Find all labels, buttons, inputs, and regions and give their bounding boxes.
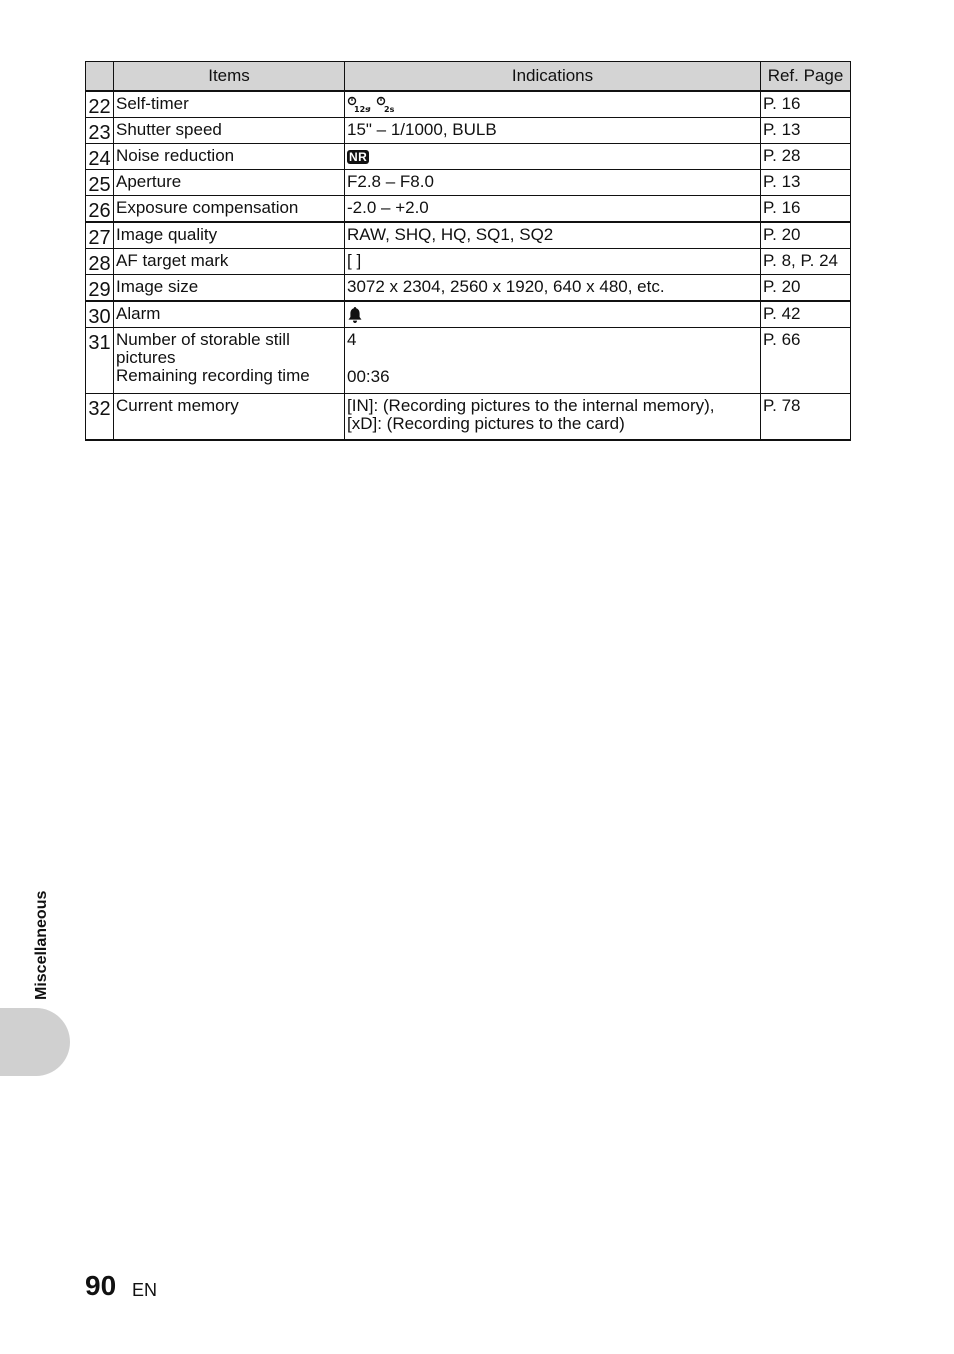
row-number: 29 (86, 275, 114, 302)
row-number: 25 (86, 170, 114, 196)
row-indication: RAW, SHQ, HQ, SQ1, SQ2 (345, 222, 761, 249)
row-indication-line: 4 (347, 330, 357, 349)
row-item: Shutter speed (114, 118, 345, 144)
table-row (86, 328, 851, 394)
row-item: Noise reduction (114, 144, 345, 170)
row-ref-page: P. 66 (761, 328, 851, 394)
table-row (86, 249, 851, 275)
row-number: 32 (86, 394, 114, 440)
header-number (86, 62, 114, 92)
table-row (86, 144, 851, 170)
row-indication-line: [xD]: (Recording pictures to the card) (347, 414, 625, 433)
row-number: 27 (86, 222, 114, 249)
svg-text:12s: 12s (354, 104, 370, 114)
row-item-line: Remaining recording time (116, 366, 310, 385)
row-item: Image quality (114, 222, 345, 249)
table-row (86, 196, 851, 223)
row-indication: -2.0 – +2.0 (345, 196, 761, 223)
row-item: Aperture (114, 170, 345, 196)
row-number: 22 (86, 91, 114, 118)
section-tab (0, 1008, 70, 1076)
row-ref-page: P. 16 (761, 91, 851, 118)
header-ref-page: Ref. Page (761, 62, 851, 92)
row-number: 23 (86, 118, 114, 144)
row-number: 26 (86, 196, 114, 223)
row-indication: [ ] (345, 249, 761, 275)
row-item: Self-timer (114, 91, 345, 118)
row-number: 31 (86, 328, 114, 394)
table-row (86, 394, 851, 440)
page-language: EN (132, 1280, 158, 1300)
icon-separator: , (367, 94, 372, 113)
row-item: Exposure compensation (114, 196, 345, 223)
row-ref-page: P. 8, P. 24 (761, 249, 851, 275)
row-indication: 15" – 1/1000, BULB (345, 118, 761, 144)
table-header-row (86, 62, 851, 92)
row-indication (345, 144, 761, 170)
self-timer-2s-icon (376, 96, 396, 114)
specification-table (85, 61, 851, 441)
nr-icon: NR (349, 150, 368, 164)
row-indication (345, 394, 761, 440)
row-item: Alarm (114, 301, 345, 328)
row-ref-page: P. 20 (761, 222, 851, 249)
section-label: Miscellaneous (33, 890, 50, 1000)
bell-icon (347, 306, 363, 324)
row-item (114, 328, 345, 394)
row-number: 28 (86, 249, 114, 275)
row-indication (345, 301, 761, 328)
row-indication-line: 00:36 (347, 367, 390, 386)
row-item: Image size (114, 275, 345, 302)
row-item: AF target mark (114, 249, 345, 275)
page-number: 90 (85, 1270, 117, 1301)
row-ref-page: P. 13 (761, 118, 851, 144)
row-ref-page: P. 13 (761, 170, 851, 196)
svg-text:2s: 2s (384, 104, 395, 114)
row-ref-page: P. 16 (761, 196, 851, 223)
row-ref-page: P. 28 (761, 144, 851, 170)
header-indications: Indications (345, 62, 761, 92)
row-item: Current memory (114, 394, 345, 440)
row-number: 24 (86, 144, 114, 170)
table-row (86, 118, 851, 144)
table-row (86, 301, 851, 328)
row-indication-line: [IN]: (Recording pictures to the internal memory), (347, 396, 715, 415)
row-indication: F2.8 – F8.0 (345, 170, 761, 196)
row-ref-page: P. 20 (761, 275, 851, 302)
table-row (86, 275, 851, 302)
table-row (86, 170, 851, 196)
header-items: Items (114, 62, 345, 92)
table-row (86, 222, 851, 249)
row-ref-page: P. 78 (761, 394, 851, 440)
row-indication (345, 328, 761, 394)
table-row (86, 91, 851, 118)
row-item-line: Number of storable still pictures (116, 330, 290, 367)
row-indication: 3072 x 2304, 2560 x 1920, 640 x 480, etc. (345, 275, 761, 302)
self-timer-12s-icon (347, 96, 370, 114)
row-number: 30 (86, 301, 114, 328)
row-ref-page: P. 42 (761, 301, 851, 328)
row-indication (345, 91, 761, 118)
